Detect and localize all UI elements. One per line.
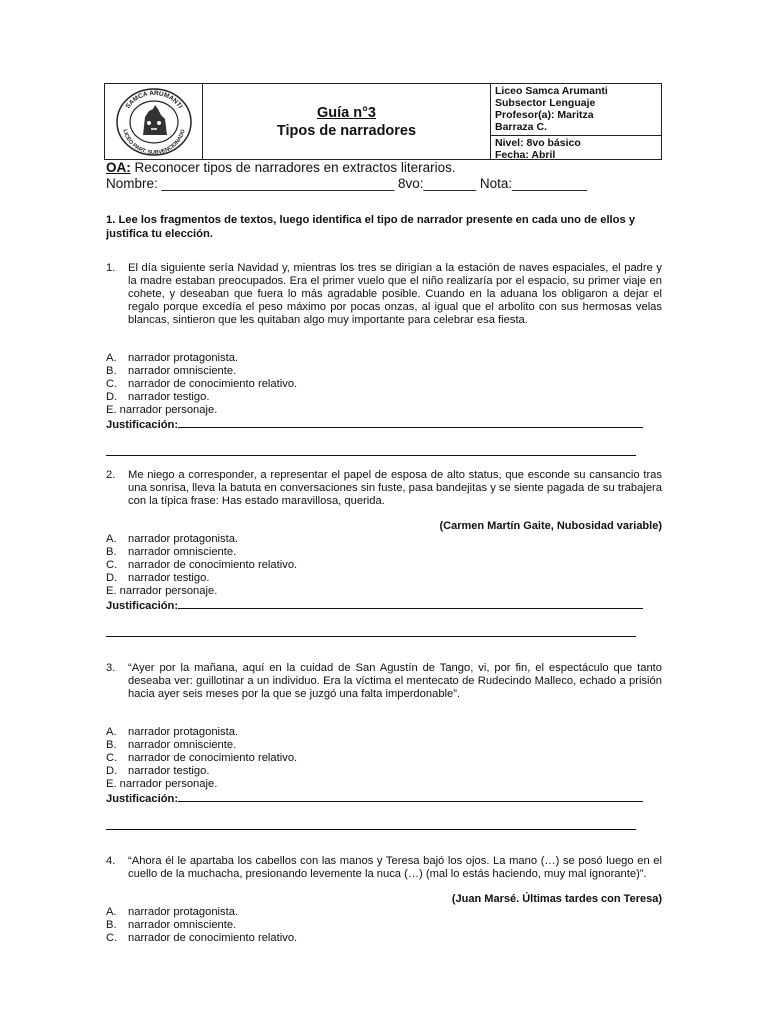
teacher-line-2: Barraza C. xyxy=(495,121,547,133)
source-citation-2: (Carmen Martín Gaite, Nubosidad variable) xyxy=(439,520,662,532)
justification-line[interactable] xyxy=(178,417,643,428)
subsector: Subsector Lenguaje xyxy=(495,97,596,109)
question-number: 4. xyxy=(106,855,116,867)
answer-line-1[interactable] xyxy=(106,455,636,456)
option-b[interactable]: B. narrador omnisciente. xyxy=(106,919,237,931)
justification-2[interactable]: Justificación: xyxy=(106,598,643,613)
option-c[interactable]: C. narrador de conocimiento relativo. xyxy=(106,378,298,390)
option-c[interactable]: C. narrador de conocimiento relativo. xyxy=(106,752,298,764)
question-3 xyxy=(106,662,662,701)
question-4 xyxy=(106,855,662,881)
option-a[interactable]: A. narrador protagonista. xyxy=(106,726,239,738)
school-seal-icon xyxy=(115,87,193,157)
question-text: El día siguiente sería Navidad y, mientras los tres se dirigían a la estación de naves espaciales, el padre y la madre estaban preocupados. Era el primer vuelo que el niño realizaría por el espacio, su primer viaje en cohete, y deseaban que fuera lo más agradable posible. Cuando en la aduana los obligaron a dejar el regalo porque excedía el peso máximo por pocas onzas, al igual que el arbolito con sus hermosas velas blancas, sintieron que les quitaban algo muy importante para celebrar esa fiesta. xyxy=(128,262,662,326)
name-grade-line[interactable]: Nombre: _______________________________ 8vo:_______ Nota:__________ xyxy=(106,176,588,191)
option-c[interactable]: C. narrador de conocimiento relativo. xyxy=(106,932,298,944)
level: Nivel: 8vo básico xyxy=(495,137,581,149)
options-1 xyxy=(106,352,297,417)
objective-label: OA: xyxy=(106,160,131,175)
school-info xyxy=(491,84,661,159)
option-a[interactable]: A. narrador protagonista. xyxy=(106,906,239,918)
option-a[interactable]: A. narrador protagonista. xyxy=(106,352,239,364)
school-name: Liceo Samca Arumanti xyxy=(495,85,608,97)
objective-text: Reconocer tipos de narradores en extractos literarios. xyxy=(130,160,456,175)
option-d[interactable]: D. narrador testigo. xyxy=(106,765,210,777)
svg-text:LICEO PART. SUBVENCIONADO: LICEO PART. SUBVENCIONADO xyxy=(120,128,187,156)
justification-line[interactable] xyxy=(178,791,643,802)
answer-line-2[interactable] xyxy=(106,636,636,637)
option-a[interactable]: A. narrador protagonista. xyxy=(106,533,239,545)
question-number: 1. xyxy=(106,262,116,274)
guide-subtitle: Tipos de narradores xyxy=(276,122,417,139)
guide-title: Guía n°3 xyxy=(317,104,376,121)
teacher-line-1: Profesor(a): Maritza xyxy=(495,109,594,121)
option-e[interactable]: E. narrador personaje. xyxy=(106,404,218,416)
option-e[interactable]: E. narrador personaje. xyxy=(106,585,218,597)
justification-line[interactable] xyxy=(178,598,643,609)
question-2 xyxy=(106,469,662,508)
options-4 xyxy=(106,906,297,945)
options-3 xyxy=(106,726,297,791)
question-text: “Ayer por la mañana, aquí en la cuidad de San Agustín de Tango, vi, por fin, el espectáculo que tanto deseaba ver: guillotinar a un individuo. Era la víctima el mentecato de Rudecindo Malleco, echado a prisión hacia ayer seis meses por la que se juzgó una falta imperdonable”. xyxy=(128,662,662,700)
justification-3[interactable]: Justificación: xyxy=(106,791,643,806)
justification-1[interactable]: Justificación: xyxy=(106,417,643,432)
source-citation-4: (Juan Marsé. Últimas tardes con Teresa) xyxy=(451,893,662,905)
option-e[interactable]: E. narrador personaje. xyxy=(106,778,218,790)
title-block xyxy=(203,84,491,159)
date: Fecha: Abril xyxy=(495,149,556,161)
option-c[interactable]: C. narrador de conocimiento relativo. xyxy=(106,559,298,571)
question-text: Me niego a corresponder, a representar el papel de esposa de alto status, que esconde su cansancio tras una sonrisa, lleva la batuta en conversaciones sin fuste, pasa bandejitas y se siente pagada de su trabajera con la típica frase: Has estado maravillosa, querida. xyxy=(128,469,662,507)
option-b[interactable]: B. narrador omnisciente. xyxy=(106,739,237,751)
answer-line-3[interactable] xyxy=(106,829,636,830)
option-b[interactable]: B. narrador omnisciente. xyxy=(106,546,237,558)
objective xyxy=(106,160,456,176)
question-1 xyxy=(106,262,662,327)
option-d[interactable]: D. narrador testigo. xyxy=(106,572,210,584)
svg-text:SAMCA ARUMANTI: SAMCA ARUMANTI xyxy=(124,89,183,110)
question-text: “Ahora él le apartaba los cabellos con las manos y Teresa bajó los ojos. La mano (…) se posó luego en el cuello de la muchacha, presionando levemente la nuca (…) (mal lo estás haciendo, muy mal ignorante)”. xyxy=(128,855,662,880)
question-number: 2. xyxy=(106,469,116,481)
header-box xyxy=(104,83,662,160)
school-logo xyxy=(105,84,203,159)
question-number: 3. xyxy=(106,662,116,674)
option-b[interactable]: B. narrador omnisciente. xyxy=(106,365,237,377)
instruction: 1. Lee los fragmentos de textos, luego identifica el tipo de narrador presente en cada uno de ellos y justifica tu elección. xyxy=(106,214,636,240)
option-d[interactable]: D. narrador testigo. xyxy=(106,391,210,403)
options-2 xyxy=(106,533,297,598)
